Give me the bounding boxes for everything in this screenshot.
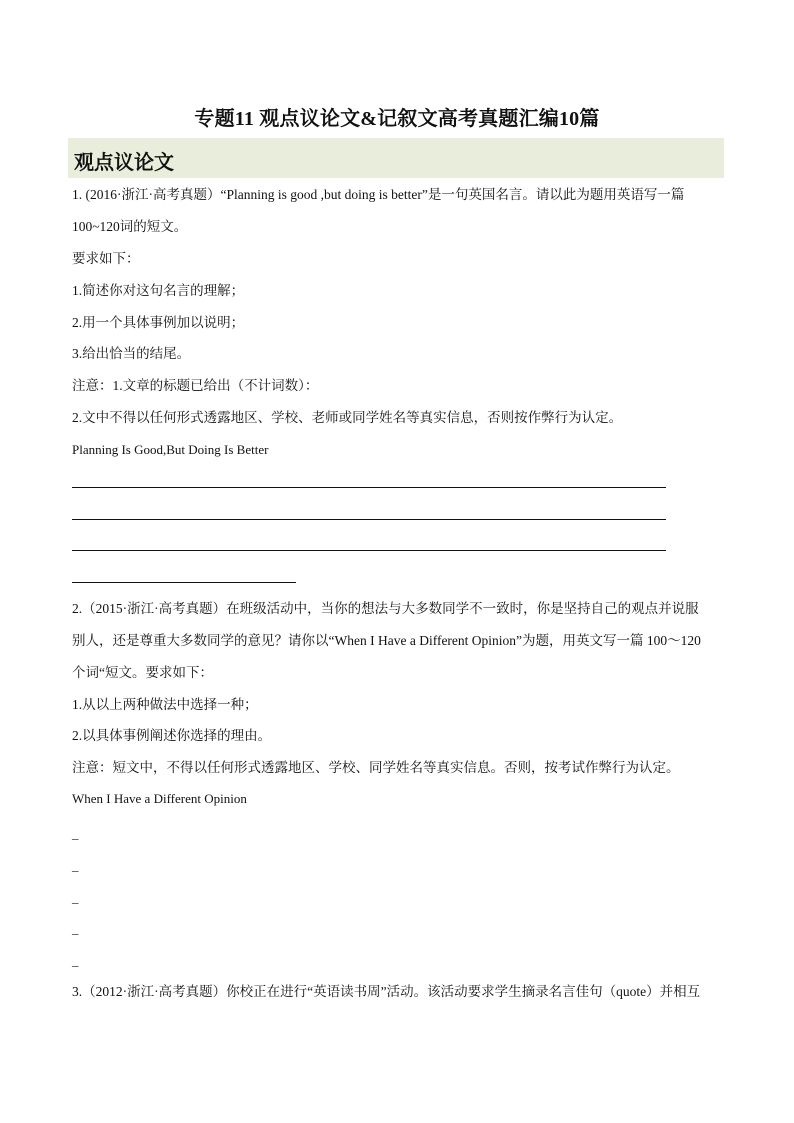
answer-line-1[interactable] <box>72 487 666 488</box>
blank-mark-2[interactable]: _ <box>72 858 79 873</box>
blank-mark-4[interactable]: _ <box>72 921 79 936</box>
page-title: 专题11 观点议论文&记叙文高考真题汇编10篇 <box>194 108 600 130</box>
answer-line-2[interactable] <box>72 519 666 520</box>
q1-requirement-2: 2.用一个具体事例加以说明； <box>72 315 245 330</box>
q1-prompt-line-2: 100~120词的短文。 <box>72 219 188 234</box>
blank-mark-1[interactable]: _ <box>72 826 79 841</box>
blank-mark-5[interactable]: _ <box>72 953 79 968</box>
blank-mark-3[interactable]: _ <box>72 890 79 905</box>
q2-requirement-2: 2.以具体事例阐述你选择的理由。 <box>72 728 272 743</box>
q1-prompt-line-1: 1. (2016·浙江·高考真题）“Planning is good ,but doing is better”是一句英国名言。请以此为题用英语写一篇 <box>72 187 685 202</box>
q3-prompt-line-1: 3.（2012·浙江·高考真题）你校正在进行“英语读书周”活动。该活动要求学生摘录名言佳句（quote）并相互 <box>72 984 701 999</box>
q1-requirement-3: 3.给出恰当的结尾。 <box>72 346 191 361</box>
q2-prompt-line-2: 别人，还是尊重大多数同学的意见？请你以“When I Have a Different Opinion”为题，用英文写一篇 100～120 <box>72 633 701 648</box>
section-heading: 观点议论文 <box>74 152 174 174</box>
q2-essay-title: When I Have a Different Opinion <box>72 791 247 806</box>
q2-prompt-line-1: 2.（2015·浙江·高考真题）在班级活动中，当你的想法与大多数同学不一致时，你是坚持自己的观点并说服 <box>72 601 699 616</box>
q2-prompt-line-3: 个词“短文。要求如下： <box>72 665 213 680</box>
q1-essay-title: Planning Is Good,But Doing Is Better <box>72 442 269 457</box>
answer-line-4[interactable] <box>72 582 296 583</box>
answer-line-3[interactable] <box>72 550 666 551</box>
q1-requirements-intro: 要求如下： <box>72 251 140 266</box>
q2-note: 注意：短文中，不得以任何形式透露地区、学校、同学姓名等真实信息。否则，按考试作弊行为认定。 <box>72 760 680 775</box>
q1-note-1: 注意：1.文章的标题已给出（不计词数）： <box>72 378 319 393</box>
q1-requirement-1: 1.简述你对这句名言的理解； <box>72 283 245 298</box>
q2-requirement-1: 1.从以上两种做法中选择一种； <box>72 697 258 712</box>
q1-note-2: 2.文中不得以任何形式透露地区、学校、老师或同学姓名等真实信息，否则按作弊行为认定。 <box>72 410 623 425</box>
